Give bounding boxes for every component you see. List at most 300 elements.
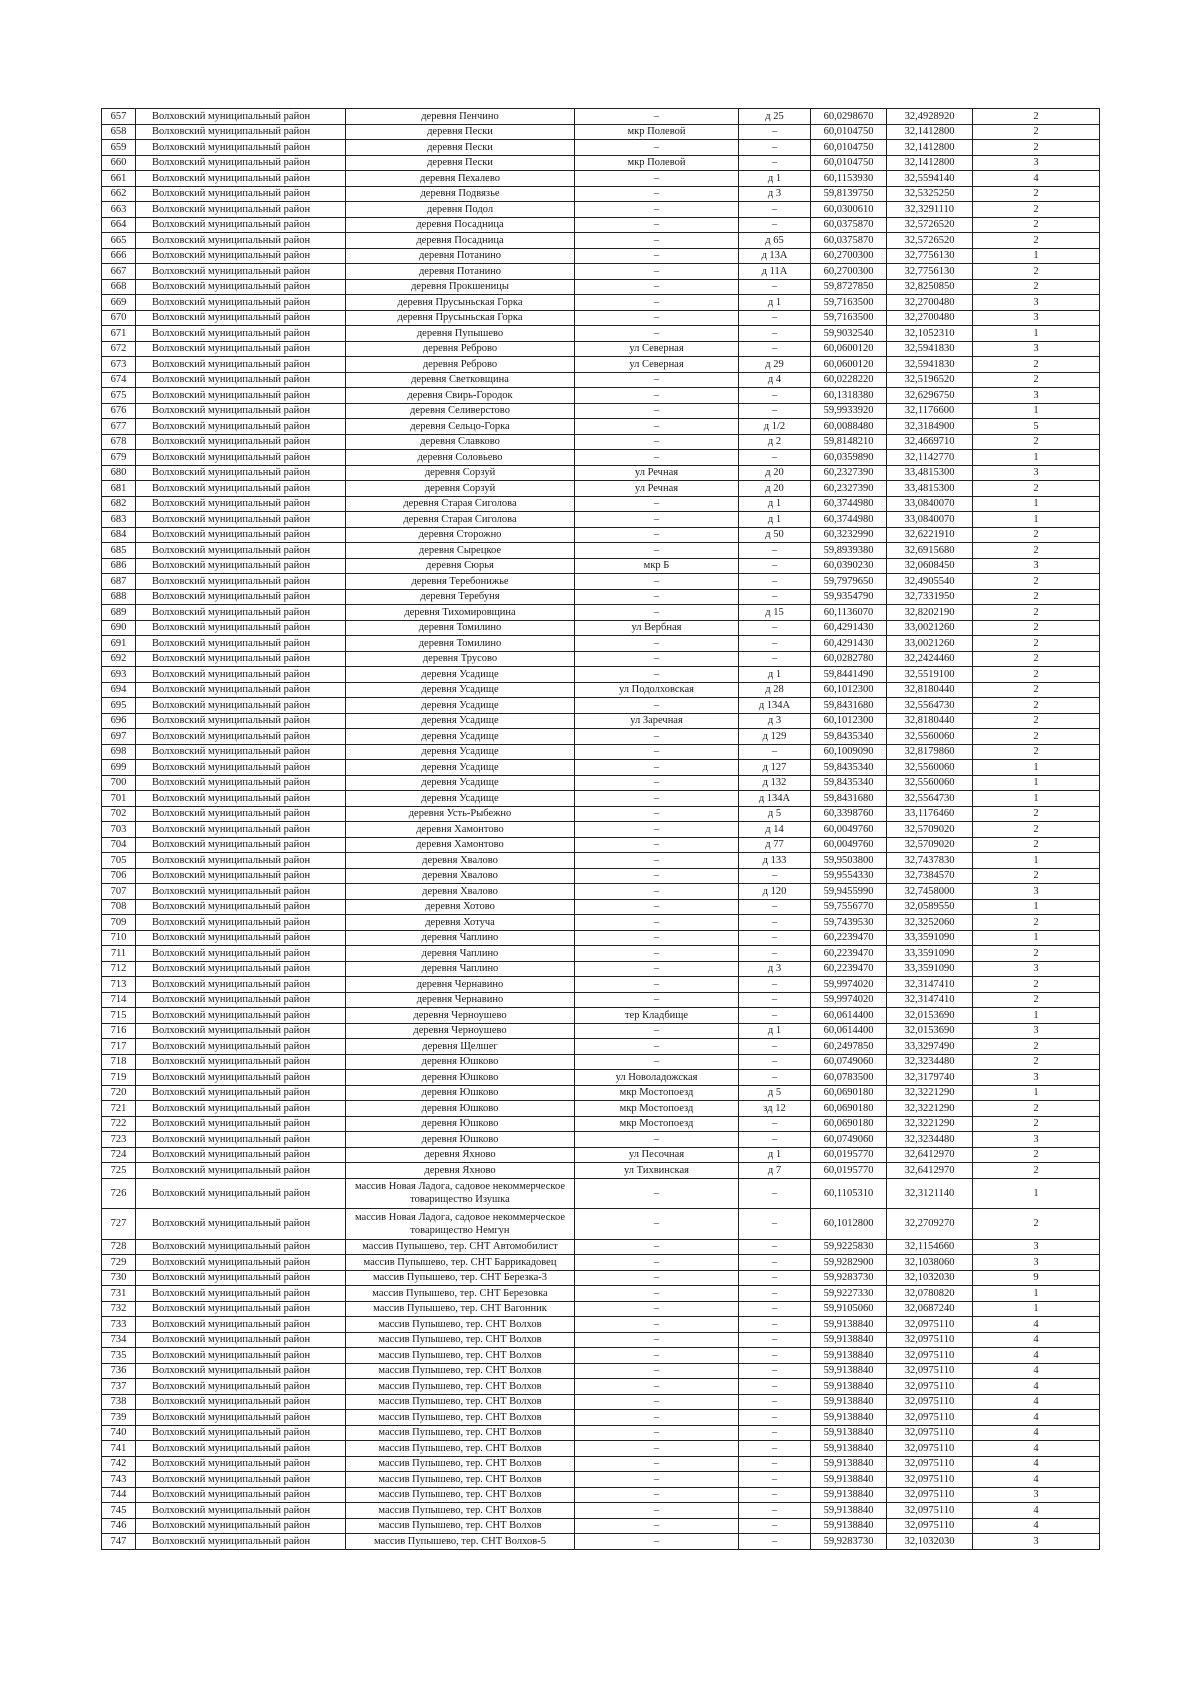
longitude-cell: 33,0021260 (887, 620, 973, 636)
street-cell: – (575, 992, 739, 1008)
district-cell: Волховский муниципальный район (136, 1348, 346, 1364)
count-cell: 4 (973, 1348, 1100, 1364)
count-cell: 2 (973, 1116, 1100, 1132)
street-cell: – (575, 1441, 739, 1457)
table-row (102, 543, 1100, 559)
building-cell: д 133 (739, 853, 811, 869)
location-cell: деревня Старая Сиголова (346, 512, 575, 528)
street-cell: – (575, 853, 739, 869)
longitude-cell: 32,0975110 (887, 1456, 973, 1472)
table-row (102, 1178, 1100, 1209)
row-number-cell: 720 (102, 1085, 136, 1101)
location-cell: деревня Усадище (346, 791, 575, 807)
district-cell: Волховский муниципальный район (136, 1178, 346, 1209)
building-cell: – (739, 217, 811, 233)
table-row (102, 574, 1100, 590)
latitude-cell: 59,8939380 (811, 543, 887, 559)
latitude-cell: 60,2700300 (811, 248, 887, 264)
building-cell: – (739, 1425, 811, 1441)
location-cell: деревня Тихомировщина (346, 605, 575, 621)
row-number-cell: 696 (102, 713, 136, 729)
building-cell: – (739, 946, 811, 962)
row-number-cell: 722 (102, 1116, 136, 1132)
longitude-cell: 32,1038060 (887, 1255, 973, 1271)
row-number-cell: 688 (102, 589, 136, 605)
building-cell: – (739, 1070, 811, 1086)
street-cell: – (575, 605, 739, 621)
table-row (102, 264, 1100, 280)
table-row (102, 1503, 1100, 1519)
table-row (102, 760, 1100, 776)
count-cell: 3 (973, 341, 1100, 357)
table-row (102, 1425, 1100, 1441)
district-cell: Волховский муниципальный район (136, 946, 346, 962)
latitude-cell: 59,9974020 (811, 977, 887, 993)
longitude-cell: 32,7756130 (887, 248, 973, 264)
table-row (102, 1456, 1100, 1472)
table-row (102, 899, 1100, 915)
longitude-cell: 32,0975110 (887, 1394, 973, 1410)
location-cell: деревня Юшково (346, 1085, 575, 1101)
building-cell: – (739, 1456, 811, 1472)
building-cell: – (739, 589, 811, 605)
row-number-cell: 737 (102, 1379, 136, 1395)
street-cell: – (575, 1518, 739, 1534)
building-cell: – (739, 1286, 811, 1302)
count-cell: 2 (973, 434, 1100, 450)
latitude-cell: 59,9138840 (811, 1472, 887, 1488)
district-cell: Волховский муниципальный район (136, 1487, 346, 1503)
building-cell: д 120 (739, 884, 811, 900)
district-cell: Волховский муниципальный район (136, 217, 346, 233)
location-cell: деревня Потанино (346, 248, 575, 264)
table-row (102, 1317, 1100, 1333)
district-cell: Волховский муниципальный район (136, 341, 346, 357)
location-cell: деревня Реброво (346, 341, 575, 357)
longitude-cell: 32,6221910 (887, 527, 973, 543)
table-body (102, 109, 1100, 1550)
row-number-cell: 704 (102, 837, 136, 853)
count-cell: 3 (973, 1487, 1100, 1503)
latitude-cell: 59,9282900 (811, 1255, 887, 1271)
table-row (102, 667, 1100, 683)
district-cell: Волховский муниципальный район (136, 1394, 346, 1410)
latitude-cell: 60,0390230 (811, 558, 887, 574)
count-cell: 2 (973, 233, 1100, 249)
row-number-cell: 742 (102, 1456, 136, 1472)
count-cell: 2 (973, 589, 1100, 605)
location-cell: деревня Хотово (346, 899, 575, 915)
district-cell: Волховский муниципальный район (136, 465, 346, 481)
building-cell: – (739, 992, 811, 1008)
street-cell: ул Речная (575, 465, 739, 481)
district-cell: Волховский муниципальный район (136, 450, 346, 466)
street-cell: ул Подолховская (575, 682, 739, 698)
location-cell: деревня Усадище (346, 760, 575, 776)
location-cell: деревня Селиверстово (346, 403, 575, 419)
location-cell: массив Пупышево, тер. СНТ Волхов (346, 1425, 575, 1441)
longitude-cell: 32,5941830 (887, 341, 973, 357)
district-cell: Волховский муниципальный район (136, 233, 346, 249)
longitude-cell: 32,1176600 (887, 403, 973, 419)
street-cell: – (575, 1394, 739, 1410)
street-cell: – (575, 729, 739, 745)
building-cell: – (739, 1255, 811, 1271)
district-cell: Волховский муниципальный район (136, 1332, 346, 1348)
street-cell: ул Северная (575, 341, 739, 357)
latitude-cell: 60,0614400 (811, 1023, 887, 1039)
district-cell: Волховский муниципальный район (136, 1255, 346, 1271)
table-row (102, 1147, 1100, 1163)
district-cell: Волховский муниципальный район (136, 1039, 346, 1055)
longitude-cell: 33,3591090 (887, 930, 973, 946)
count-cell: 3 (973, 1534, 1100, 1550)
location-cell: массив Пупышево, тер. СНТ Автомобилист (346, 1239, 575, 1255)
district-cell: Волховский муниципальный район (136, 992, 346, 1008)
street-cell: – (575, 1410, 739, 1426)
street-cell: – (575, 233, 739, 249)
longitude-cell: 33,0021260 (887, 636, 973, 652)
table-row (102, 682, 1100, 698)
count-cell: 2 (973, 357, 1100, 373)
building-cell: – (739, 1116, 811, 1132)
latitude-cell: 59,9138840 (811, 1441, 887, 1457)
street-cell: – (575, 1270, 739, 1286)
longitude-cell: 32,3221290 (887, 1085, 973, 1101)
location-cell: деревня Подвязье (346, 186, 575, 202)
district-cell: Волховский муниципальный район (136, 1425, 346, 1441)
row-number-cell: 735 (102, 1348, 136, 1364)
count-cell: 2 (973, 713, 1100, 729)
longitude-cell: 32,0975110 (887, 1317, 973, 1333)
latitude-cell: 60,0600120 (811, 357, 887, 373)
count-cell: 2 (973, 574, 1100, 590)
table-row (102, 295, 1100, 311)
district-cell: Волховский муниципальный район (136, 171, 346, 187)
table-row (102, 1163, 1100, 1179)
longitude-cell: 32,1412800 (887, 140, 973, 156)
district-cell: Волховский муниципальный район (136, 186, 346, 202)
location-cell: деревня Пенчино (346, 109, 575, 125)
building-cell: – (739, 310, 811, 326)
count-cell: 1 (973, 496, 1100, 512)
street-cell: – (575, 744, 739, 760)
latitude-cell: 59,8139750 (811, 186, 887, 202)
table-row (102, 326, 1100, 342)
street-cell: – (575, 279, 739, 295)
count-cell: 2 (973, 1101, 1100, 1117)
longitude-cell: 32,3179740 (887, 1070, 973, 1086)
count-cell: 4 (973, 1379, 1100, 1395)
count-cell: 2 (973, 140, 1100, 156)
building-cell: д 29 (739, 357, 811, 373)
table-row (102, 868, 1100, 884)
location-cell: деревня Юшково (346, 1101, 575, 1117)
latitude-cell: 60,0088480 (811, 419, 887, 435)
table-row (102, 822, 1100, 838)
table-row (102, 140, 1100, 156)
district-cell: Волховский муниципальный район (136, 1085, 346, 1101)
table-row (102, 977, 1100, 993)
street-cell: мкр Полевой (575, 155, 739, 171)
row-number-cell: 697 (102, 729, 136, 745)
table-row (102, 791, 1100, 807)
longitude-cell: 32,3184900 (887, 419, 973, 435)
building-cell: д 1 (739, 295, 811, 311)
location-cell: деревня Щелшег (346, 1039, 575, 1055)
longitude-cell: 32,0975110 (887, 1348, 973, 1364)
longitude-cell: 32,3252060 (887, 915, 973, 931)
latitude-cell: 59,8441490 (811, 667, 887, 683)
longitude-cell: 32,7458000 (887, 884, 973, 900)
building-cell: д 11А (739, 264, 811, 280)
location-cell: деревня Томилино (346, 620, 575, 636)
longitude-cell: 32,0975110 (887, 1425, 973, 1441)
count-cell: 1 (973, 1085, 1100, 1101)
location-cell: деревня Сырецкое (346, 543, 575, 559)
district-cell: Волховский муниципальный район (136, 682, 346, 698)
table-row (102, 1255, 1100, 1271)
location-cell: деревня Юшково (346, 1132, 575, 1148)
latitude-cell: 60,0300610 (811, 202, 887, 218)
row-number-cell: 717 (102, 1039, 136, 1055)
row-number-cell: 681 (102, 481, 136, 497)
location-cell: деревня Черноушево (346, 1023, 575, 1039)
longitude-cell: 32,3121140 (887, 1178, 973, 1209)
latitude-cell: 59,9138840 (811, 1332, 887, 1348)
row-number-cell: 715 (102, 1008, 136, 1024)
count-cell: 1 (973, 512, 1100, 528)
row-number-cell: 741 (102, 1441, 136, 1457)
row-number-cell: 670 (102, 310, 136, 326)
count-cell: 2 (973, 636, 1100, 652)
district-cell: Волховский муниципальный район (136, 1209, 346, 1240)
location-cell: деревня Старая Сиголова (346, 496, 575, 512)
district-cell: Волховский муниципальный район (136, 1008, 346, 1024)
row-number-cell: 683 (102, 512, 136, 528)
latitude-cell: 60,0783500 (811, 1070, 887, 1086)
latitude-cell: 60,0195770 (811, 1147, 887, 1163)
row-number-cell: 674 (102, 372, 136, 388)
location-cell: массив Пупышево, тер. СНТ Волхов (346, 1503, 575, 1519)
longitude-cell: 33,3591090 (887, 946, 973, 962)
location-cell: деревня Юшково (346, 1070, 575, 1086)
location-cell: деревня Усадище (346, 775, 575, 791)
location-cell: деревня Пески (346, 124, 575, 140)
building-cell: – (739, 543, 811, 559)
table-row (102, 651, 1100, 667)
table-row (102, 1023, 1100, 1039)
location-cell: деревня Усадище (346, 667, 575, 683)
longitude-cell: 33,1176460 (887, 806, 973, 822)
longitude-cell: 32,7384570 (887, 868, 973, 884)
district-cell: Волховский муниципальный район (136, 589, 346, 605)
building-cell: – (739, 868, 811, 884)
table-row (102, 388, 1100, 404)
street-cell: – (575, 527, 739, 543)
location-cell: деревня Усадище (346, 698, 575, 714)
count-cell: 2 (973, 698, 1100, 714)
street-cell: – (575, 1317, 739, 1333)
district-cell: Волховский муниципальный район (136, 1317, 346, 1333)
latitude-cell: 60,0049760 (811, 837, 887, 853)
building-cell: д 13А (739, 248, 811, 264)
location-cell: массив Пупышево, тер. СНТ Волхов (346, 1456, 575, 1472)
row-number-cell: 692 (102, 651, 136, 667)
longitude-cell: 32,5726520 (887, 217, 973, 233)
district-cell: Волховский муниципальный район (136, 295, 346, 311)
street-cell: ул Новоладожская (575, 1070, 739, 1086)
street-cell: тер Кладбище (575, 1008, 739, 1024)
building-cell: – (739, 326, 811, 342)
district-cell: Волховский муниципальный район (136, 1472, 346, 1488)
longitude-cell: 32,7331950 (887, 589, 973, 605)
row-number-cell: 733 (102, 1317, 136, 1333)
building-cell: – (739, 1487, 811, 1503)
count-cell: 1 (973, 1286, 1100, 1302)
longitude-cell: 32,2700480 (887, 295, 973, 311)
district-cell: Волховский муниципальный район (136, 1163, 346, 1179)
district-cell: Волховский муниципальный район (136, 791, 346, 807)
district-cell: Волховский муниципальный район (136, 1534, 346, 1550)
street-cell: – (575, 961, 739, 977)
count-cell: 3 (973, 884, 1100, 900)
district-cell: Волховский муниципальный район (136, 512, 346, 528)
street-cell: – (575, 651, 739, 667)
street-cell: – (575, 264, 739, 280)
district-cell: Волховский муниципальный район (136, 202, 346, 218)
district-cell: Волховский муниципальный район (136, 899, 346, 915)
location-cell: деревня Прусыньская Горка (346, 310, 575, 326)
longitude-cell: 32,4905540 (887, 574, 973, 590)
longitude-cell: 32,1052310 (887, 326, 973, 342)
latitude-cell: 60,2327390 (811, 465, 887, 481)
district-cell: Волховский муниципальный район (136, 868, 346, 884)
location-cell: деревня Усадище (346, 729, 575, 745)
street-cell: мкр Мостопоезд (575, 1101, 739, 1117)
longitude-cell: 32,8202190 (887, 605, 973, 621)
latitude-cell: 59,9138840 (811, 1456, 887, 1472)
count-cell: 1 (973, 1178, 1100, 1209)
latitude-cell: 60,2239470 (811, 930, 887, 946)
row-number-cell: 727 (102, 1209, 136, 1240)
building-cell: – (739, 1518, 811, 1534)
latitude-cell: 59,9138840 (811, 1394, 887, 1410)
count-cell: 3 (973, 295, 1100, 311)
row-number-cell: 711 (102, 946, 136, 962)
location-cell: деревня Реброво (346, 357, 575, 373)
row-number-cell: 665 (102, 233, 136, 249)
table-row (102, 155, 1100, 171)
row-number-cell: 734 (102, 1332, 136, 1348)
latitude-cell: 59,9138840 (811, 1518, 887, 1534)
longitude-cell: 32,6412970 (887, 1163, 973, 1179)
table-row (102, 1363, 1100, 1379)
building-cell: – (739, 341, 811, 357)
district-cell: Волховский муниципальный район (136, 1503, 346, 1519)
latitude-cell: 60,0600120 (811, 341, 887, 357)
table-row (102, 372, 1100, 388)
row-number-cell: 678 (102, 434, 136, 450)
location-cell: деревня Посадница (346, 217, 575, 233)
table-row (102, 248, 1100, 264)
location-cell: массив Новая Ладога, садовое некоммерческое товарищество Изушка (346, 1178, 575, 1209)
row-number-cell: 745 (102, 1503, 136, 1519)
building-cell: – (739, 155, 811, 171)
location-cell: деревня Пупышево (346, 326, 575, 342)
table-row (102, 403, 1100, 419)
count-cell: 2 (973, 264, 1100, 280)
latitude-cell: 60,0104750 (811, 140, 887, 156)
longitude-cell: 32,3234480 (887, 1054, 973, 1070)
row-number-cell: 718 (102, 1054, 136, 1070)
district-cell: Волховский муниципальный район (136, 109, 346, 125)
table-row (102, 1441, 1100, 1457)
longitude-cell: 32,6296750 (887, 388, 973, 404)
count-cell: 4 (973, 1317, 1100, 1333)
row-number-cell: 669 (102, 295, 136, 311)
location-cell: деревня Сорзуй (346, 481, 575, 497)
count-cell: 2 (973, 651, 1100, 667)
location-cell: массив Пупышево, тер. СНТ Волхов (346, 1487, 575, 1503)
latitude-cell: 59,9554330 (811, 868, 887, 884)
building-cell: – (739, 140, 811, 156)
street-cell: ул Тихвинская (575, 1163, 739, 1179)
latitude-cell: 60,1105310 (811, 1178, 887, 1209)
latitude-cell: 59,9138840 (811, 1363, 887, 1379)
district-cell: Волховский муниципальный район (136, 1379, 346, 1395)
row-number-cell: 739 (102, 1410, 136, 1426)
table-row (102, 109, 1100, 125)
count-cell: 1 (973, 450, 1100, 466)
longitude-cell: 32,5564730 (887, 698, 973, 714)
district-cell: Волховский муниципальный район (136, 729, 346, 745)
latitude-cell: 60,0049760 (811, 822, 887, 838)
building-cell: – (739, 279, 811, 295)
latitude-cell: 59,7556770 (811, 899, 887, 915)
building-cell: д 65 (739, 233, 811, 249)
count-cell: 2 (973, 1163, 1100, 1179)
table-row (102, 961, 1100, 977)
row-number-cell: 701 (102, 791, 136, 807)
table-row (102, 558, 1100, 574)
row-number-cell: 744 (102, 1487, 136, 1503)
table-row (102, 481, 1100, 497)
location-cell: массив Пупышево, тер. СНТ Волхов (346, 1348, 575, 1364)
table-row (102, 527, 1100, 543)
latitude-cell: 59,9138840 (811, 1487, 887, 1503)
street-cell: – (575, 698, 739, 714)
table-row (102, 636, 1100, 652)
location-cell: деревня Томилино (346, 636, 575, 652)
count-cell: 3 (973, 388, 1100, 404)
table-row (102, 512, 1100, 528)
table-row (102, 1394, 1100, 1410)
table-row (102, 279, 1100, 295)
longitude-cell: 32,0608450 (887, 558, 973, 574)
latitude-cell: 60,0749060 (811, 1132, 887, 1148)
count-cell: 2 (973, 1054, 1100, 1070)
longitude-cell: 32,5325250 (887, 186, 973, 202)
table-row (102, 1039, 1100, 1055)
row-number-cell: 675 (102, 388, 136, 404)
district-cell: Волховский муниципальный район (136, 977, 346, 993)
street-cell: – (575, 589, 739, 605)
district-cell: Волховский муниципальный район (136, 744, 346, 760)
building-cell: – (739, 1379, 811, 1395)
row-number-cell: 695 (102, 698, 136, 714)
location-cell: массив Пупышево, тер. СНТ Волхов (346, 1379, 575, 1395)
